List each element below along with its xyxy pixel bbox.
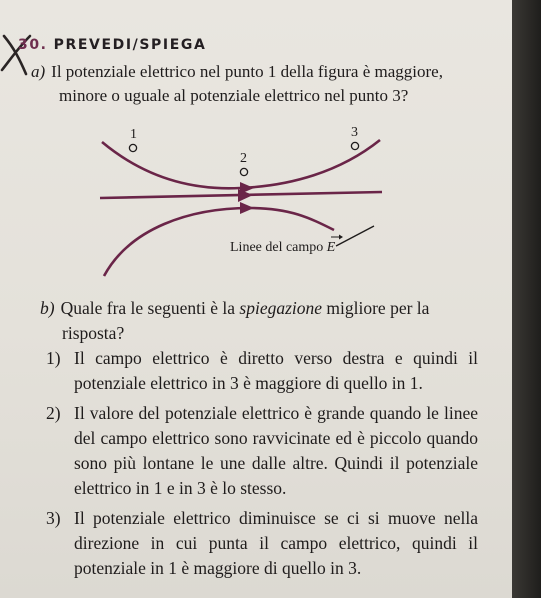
question-a-label: a): [31, 62, 46, 81]
answer-option-3: [46, 506, 478, 581]
vector-arrow-head: [339, 235, 343, 240]
answer-option-number: 1): [46, 348, 61, 368]
question-b-label: b): [40, 298, 55, 318]
answer-options: [46, 346, 478, 586]
question-b-emphasis: spiegazione: [239, 298, 323, 318]
question-b: [40, 296, 480, 346]
answer-option-number: 2): [46, 403, 61, 423]
answer-option-1: [46, 346, 478, 396]
answer-option-text: Il potenziale elettrico diminuisce se ci si muove nella direzione in cui punta il campo elettrico, quindi il potenziale in 1 è maggiore di quello in 3.: [74, 508, 478, 578]
field-label-pointer: [336, 226, 374, 246]
page-edge-shadow: [512, 0, 541, 598]
point-marker-1: [129, 144, 136, 151]
field-arrow-bottom: [240, 202, 254, 214]
question-a: [31, 60, 491, 108]
question-a-line2: minore o uguale al potenziale elettrico nel punto 3?: [59, 86, 409, 105]
exercise-number: 30.: [18, 37, 48, 53]
point-marker-3: [351, 142, 358, 149]
field-label-text: Linee del campo: [230, 240, 324, 255]
point-label-3: 3: [351, 125, 358, 140]
point-label-2: 2: [240, 151, 247, 166]
question-a-line1: Il potenziale elettrico nel punto 1 della figura è maggiore,: [51, 62, 443, 81]
answer-option-2: [46, 401, 478, 501]
question-b-text-after: migliore per la: [326, 298, 430, 318]
electric-field-figure: [90, 110, 390, 280]
question-b-line2: risposta?: [62, 323, 125, 343]
exercise-tag: PREVEDI/SPIEGA: [53, 37, 207, 53]
field-symbol: E: [326, 240, 336, 255]
exercise-heading: [18, 37, 206, 53]
answer-option-text: Il campo elettrico è diretto verso destra e quindi il potenziale elettrico in 3 è maggiore di quello in 1.: [74, 348, 478, 393]
point-label-1: 1: [130, 127, 137, 142]
answer-option-text: Il valore del potenziale elettrico è grande quando le linee del campo elettrico sono ravvicinate ed è piccolo quando sono più lontane le une dalle altre. Quindi il potenziale elettrico in 1 e in 3 è lo stesso.: [74, 403, 478, 498]
question-b-text-before: Quale fra le seguenti è la: [60, 298, 236, 318]
answer-option-number: 3): [46, 508, 61, 528]
field-label: [230, 240, 336, 255]
point-marker-2: [240, 168, 247, 175]
